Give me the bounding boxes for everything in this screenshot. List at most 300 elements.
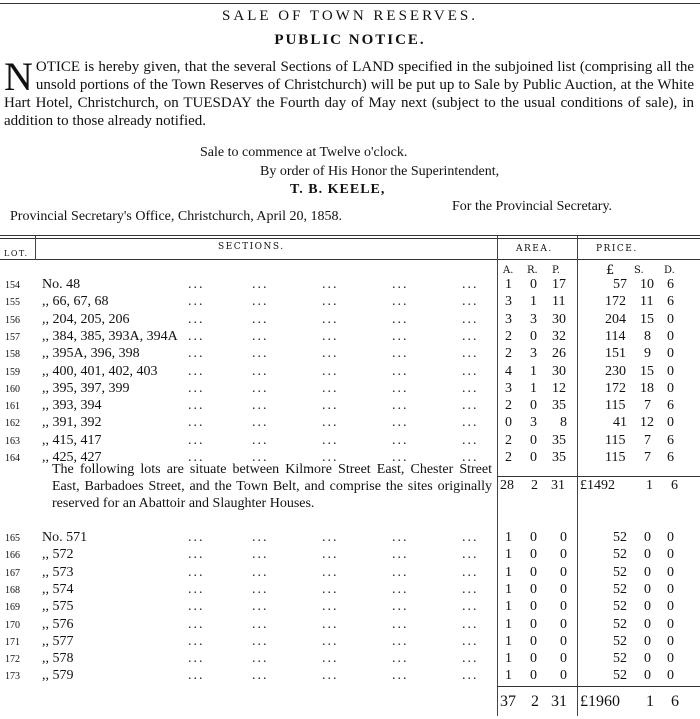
table-row bbox=[0, 634, 700, 652]
perches: 26 bbox=[552, 346, 566, 362]
pounds: 52 bbox=[613, 616, 627, 632]
leader-dots: ... bbox=[322, 380, 339, 396]
leader-dots: ... bbox=[252, 530, 269, 545]
leader-dots: ... bbox=[188, 328, 205, 344]
leader-dots: ... bbox=[462, 668, 479, 684]
drop-cap: N bbox=[4, 54, 33, 99]
lot-number: 167 bbox=[5, 567, 20, 579]
leader-dots: ... bbox=[322, 599, 339, 615]
leader-dots: ... bbox=[188, 398, 205, 414]
perches: 0 bbox=[560, 530, 567, 545]
leader-dots: ... bbox=[252, 380, 269, 396]
table-row bbox=[0, 530, 700, 548]
shillings: 0 bbox=[644, 599, 651, 615]
perches-unit: P. bbox=[552, 265, 560, 276]
table-row bbox=[0, 294, 700, 312]
acres: 2 bbox=[505, 398, 512, 414]
section-numbers: ,, 576 bbox=[42, 616, 74, 632]
section-numbers: ,, 395A, 396, 398 bbox=[42, 346, 140, 362]
acres: 1 bbox=[505, 564, 512, 580]
table-row bbox=[0, 415, 700, 433]
roods: 3 bbox=[530, 415, 537, 431]
leader-dots: ... bbox=[462, 398, 479, 414]
leader-dots: ... bbox=[252, 450, 269, 465]
leader-dots: ... bbox=[392, 668, 409, 684]
roods: 0 bbox=[530, 328, 537, 344]
notice-paragraph bbox=[4, 54, 694, 130]
lot-number: 155 bbox=[5, 297, 20, 309]
pounds: 52 bbox=[613, 668, 627, 684]
leader-dots: ... bbox=[322, 450, 339, 465]
leader-dots: ... bbox=[252, 294, 269, 310]
leader-dots: ... bbox=[322, 415, 339, 431]
header-bottom-rule bbox=[0, 259, 700, 260]
table-row bbox=[0, 651, 700, 669]
lot-number: 170 bbox=[5, 619, 20, 631]
roods: 0 bbox=[530, 564, 537, 580]
page-subtitle: PUBLIC NOTICE. bbox=[274, 32, 426, 48]
roods: 0 bbox=[530, 450, 537, 465]
pence: 0 bbox=[667, 616, 674, 632]
section-numbers: ,, 577 bbox=[42, 633, 74, 649]
leader-dots: ... bbox=[392, 616, 409, 632]
shillings: 15 bbox=[640, 363, 654, 379]
table-row bbox=[0, 668, 700, 686]
notice-body: OTICE is hereby given, that the several Sections of LAND specified in the subjoined list (comprising all the unsold portions of the Town Reserves of Christchurch) will be put up to Sale by Public Auction, at the White Hart Hotel, Christchurch, on TUESDAY the Fourth day of May next (subject to the usual conditions of sale), in addition to those already notified. bbox=[4, 59, 694, 129]
subtotal-note: The following lots are situate between Kilmore Street East, Chester Street East, Barbadoes Street, and the Town Belt, and comprise the sites originally reserved for an Abattoir and Slaughter Houses. bbox=[52, 462, 492, 511]
leader-dots: ... bbox=[462, 450, 479, 465]
leader-dots: ... bbox=[188, 294, 205, 310]
pounds: 151 bbox=[605, 346, 626, 362]
perches: 17 bbox=[552, 277, 566, 292]
leader-dots: ... bbox=[252, 432, 269, 448]
leader-dots: ... bbox=[392, 415, 409, 431]
lot-number: 164 bbox=[5, 453, 20, 464]
subtotal-roods: 2 bbox=[531, 478, 538, 493]
acres: 2 bbox=[505, 346, 512, 362]
leader-dots: ... bbox=[462, 380, 479, 396]
leader-dots: ... bbox=[462, 346, 479, 362]
pence: 0 bbox=[667, 346, 674, 362]
table-top-rule bbox=[0, 235, 700, 236]
shillings: 7 bbox=[644, 398, 651, 414]
leader-dots: ... bbox=[252, 363, 269, 379]
total-acres: 37 bbox=[500, 693, 516, 710]
order-line: By order of His Honor the Superintendent, bbox=[260, 164, 500, 179]
leader-dots: ... bbox=[188, 380, 205, 396]
lot-number: 154 bbox=[5, 280, 20, 291]
shillings-unit: S. bbox=[634, 265, 644, 276]
perches: 0 bbox=[560, 633, 567, 649]
shillings: 0 bbox=[644, 564, 651, 580]
table-top-rule-2 bbox=[0, 238, 700, 239]
leader-dots: ... bbox=[322, 564, 339, 580]
leader-dots: ... bbox=[188, 432, 205, 448]
leader-dots: ... bbox=[252, 547, 269, 563]
pounds: 172 bbox=[605, 294, 626, 310]
acres: 1 bbox=[505, 277, 512, 292]
roods: 0 bbox=[530, 432, 537, 448]
pounds: 52 bbox=[613, 530, 627, 545]
leader-dots: ... bbox=[392, 651, 409, 667]
section-numbers: ,, 204, 205, 206 bbox=[42, 311, 130, 327]
roods: 0 bbox=[530, 599, 537, 615]
roods-unit: R. bbox=[527, 265, 538, 276]
leader-dots: ... bbox=[252, 415, 269, 431]
leader-dots: ... bbox=[322, 346, 339, 362]
leader-dots: ... bbox=[462, 599, 479, 615]
table-row bbox=[0, 617, 700, 635]
leader-dots: ... bbox=[392, 633, 409, 649]
leader-dots: ... bbox=[392, 363, 409, 379]
leader-dots: ... bbox=[392, 277, 409, 292]
leader-dots: ... bbox=[462, 432, 479, 448]
leader-dots: ... bbox=[188, 450, 205, 465]
leader-dots: ... bbox=[252, 651, 269, 667]
roods: 0 bbox=[530, 547, 537, 563]
section-numbers: ,, 578 bbox=[42, 651, 74, 667]
section-numbers: ,, 572 bbox=[42, 547, 74, 563]
leader-dots: ... bbox=[322, 432, 339, 448]
leader-dots: ... bbox=[322, 633, 339, 649]
leader-dots: ... bbox=[252, 668, 269, 684]
leader-dots: ... bbox=[188, 668, 205, 684]
leader-dots: ... bbox=[322, 398, 339, 414]
leader-dots: ... bbox=[322, 547, 339, 563]
shillings: 0 bbox=[644, 633, 651, 649]
pence: 6 bbox=[667, 398, 674, 414]
perches: 0 bbox=[560, 616, 567, 632]
leader-dots: ... bbox=[462, 651, 479, 667]
table-row bbox=[0, 599, 700, 617]
leader-dots: ... bbox=[462, 328, 479, 344]
shillings: 9 bbox=[644, 346, 651, 362]
lot-header: LOT. bbox=[4, 249, 29, 258]
pounds: 204 bbox=[605, 311, 626, 327]
leader-dots: ... bbox=[252, 616, 269, 632]
leader-dots: ... bbox=[462, 294, 479, 310]
perches: 35 bbox=[552, 450, 566, 465]
leader-dots: ... bbox=[322, 530, 339, 545]
leader-dots: ... bbox=[462, 564, 479, 580]
pence: 0 bbox=[667, 328, 674, 344]
acres: 3 bbox=[505, 311, 512, 327]
section-numbers: ,, 395, 397, 399 bbox=[42, 380, 130, 396]
roods: 3 bbox=[530, 311, 537, 327]
pence: 0 bbox=[667, 564, 674, 580]
total-roods: 2 bbox=[531, 693, 539, 710]
price-header: PRICE. bbox=[596, 244, 638, 254]
acres: 1 bbox=[505, 530, 512, 545]
leader-dots: ... bbox=[392, 311, 409, 327]
subtotal-shillings: 1 bbox=[646, 478, 653, 493]
acres-unit: A. bbox=[503, 265, 514, 276]
table-row bbox=[0, 346, 700, 364]
section-numbers: No. 571 bbox=[42, 530, 88, 545]
pounds: 52 bbox=[613, 564, 627, 580]
section-numbers: ,, 574 bbox=[42, 581, 74, 597]
leader-dots: ... bbox=[322, 277, 339, 292]
leader-dots: ... bbox=[392, 398, 409, 414]
pence: 6 bbox=[667, 432, 674, 448]
leader-dots: ... bbox=[462, 530, 479, 545]
leader-dots: ... bbox=[462, 581, 479, 597]
subtotal-pence: 6 bbox=[671, 478, 678, 493]
acres: 4 bbox=[505, 363, 512, 379]
roods: 3 bbox=[530, 346, 537, 362]
leader-dots: ... bbox=[392, 581, 409, 597]
acres: 1 bbox=[505, 547, 512, 563]
pounds: 230 bbox=[605, 363, 626, 379]
table-row bbox=[0, 582, 700, 600]
shillings: 15 bbox=[640, 311, 654, 327]
table-row bbox=[0, 565, 700, 583]
lot-number: 165 bbox=[5, 533, 20, 544]
leader-dots: ... bbox=[188, 616, 205, 632]
section-numbers: ,, 573 bbox=[42, 564, 74, 580]
pence: 0 bbox=[667, 311, 674, 327]
pence: 0 bbox=[667, 581, 674, 597]
leader-dots: ... bbox=[392, 432, 409, 448]
total-shillings: 1 bbox=[646, 693, 654, 710]
pence: 0 bbox=[667, 547, 674, 563]
section-numbers: ,, 575 bbox=[42, 599, 74, 615]
table-row bbox=[0, 277, 700, 295]
leader-dots: ... bbox=[462, 277, 479, 292]
perches: 30 bbox=[552, 311, 566, 327]
subtotal-rule bbox=[497, 476, 700, 477]
lot-number: 158 bbox=[5, 349, 20, 361]
table-row bbox=[0, 433, 700, 451]
sections-header: SECTIONS. bbox=[218, 242, 285, 252]
lot-number: 171 bbox=[5, 636, 20, 648]
leader-dots: ... bbox=[462, 415, 479, 431]
acres: 2 bbox=[505, 328, 512, 344]
pence-unit: D. bbox=[664, 265, 675, 276]
perches: 30 bbox=[552, 363, 566, 379]
office-line: Provincial Secretary's Office, Christchurch, April 20, 1858. bbox=[10, 209, 342, 224]
roods: 0 bbox=[530, 616, 537, 632]
roods: 0 bbox=[530, 668, 537, 684]
leader-dots: ... bbox=[252, 398, 269, 414]
shillings: 0 bbox=[644, 547, 651, 563]
shillings: 0 bbox=[644, 616, 651, 632]
section-numbers: ,, 393, 394 bbox=[42, 398, 102, 414]
leader-dots: ... bbox=[188, 415, 205, 431]
leader-dots: ... bbox=[322, 363, 339, 379]
pounds: 57 bbox=[613, 277, 627, 292]
commence-line: Sale to commence at Twelve o'clock. bbox=[200, 145, 408, 160]
leader-dots: ... bbox=[462, 633, 479, 649]
total-pence: 6 bbox=[671, 693, 679, 710]
pence: 0 bbox=[667, 380, 674, 396]
page-title: SALE OF TOWN RESERVES. bbox=[222, 8, 478, 24]
acres: 2 bbox=[505, 432, 512, 448]
section-numbers: ,, 400, 401, 402, 403 bbox=[42, 363, 158, 379]
pence: 0 bbox=[667, 633, 674, 649]
lot-number: 163 bbox=[5, 435, 20, 447]
roods: 1 bbox=[530, 380, 537, 396]
acres: 2 bbox=[505, 450, 512, 465]
table-row bbox=[0, 398, 700, 416]
section-numbers: ,, 425, 427 bbox=[42, 450, 102, 465]
leader-dots: ... bbox=[188, 363, 205, 379]
leader-dots: ... bbox=[188, 346, 205, 362]
lot-number: 172 bbox=[5, 654, 20, 666]
leader-dots: ... bbox=[252, 581, 269, 597]
lot-number: 173 bbox=[5, 671, 20, 683]
leader-dots: ... bbox=[188, 564, 205, 580]
lot-number: 169 bbox=[5, 602, 20, 614]
pence: 6 bbox=[667, 277, 674, 292]
leader-dots: ... bbox=[392, 564, 409, 580]
leader-dots: ... bbox=[462, 616, 479, 632]
subtotal-perches: 31 bbox=[551, 478, 565, 493]
shillings: 7 bbox=[644, 450, 651, 465]
pounds: 41 bbox=[613, 415, 627, 431]
leader-dots: ... bbox=[322, 294, 339, 310]
signatory: T. B. KEELE, bbox=[290, 182, 386, 197]
table-row bbox=[0, 312, 700, 330]
perches: 0 bbox=[560, 581, 567, 597]
roods: 0 bbox=[530, 530, 537, 545]
shillings: 0 bbox=[644, 530, 651, 545]
shillings: 12 bbox=[640, 415, 654, 431]
pounds: 115 bbox=[605, 450, 626, 465]
roods: 0 bbox=[530, 651, 537, 667]
leader-dots: ... bbox=[188, 633, 205, 649]
section-numbers: ,, 66, 67, 68 bbox=[42, 294, 109, 310]
section-numbers: ,, 384, 385, 393A, 394A bbox=[42, 328, 178, 344]
acres: 1 bbox=[505, 616, 512, 632]
roods: 1 bbox=[530, 363, 537, 379]
leader-dots: ... bbox=[392, 380, 409, 396]
leader-dots: ... bbox=[322, 651, 339, 667]
table-row bbox=[0, 364, 700, 382]
perches: 35 bbox=[552, 432, 566, 448]
leader-dots: ... bbox=[252, 346, 269, 362]
perches: 35 bbox=[552, 398, 566, 414]
for-title: For the Provincial Secretary. bbox=[452, 199, 613, 214]
lot-number: 160 bbox=[5, 383, 20, 395]
shillings: 7 bbox=[644, 432, 651, 448]
shillings: 18 bbox=[640, 380, 654, 396]
roods: 0 bbox=[530, 398, 537, 414]
leader-dots: ... bbox=[322, 328, 339, 344]
roods: 0 bbox=[530, 581, 537, 597]
pence: 0 bbox=[667, 668, 674, 684]
leader-dots: ... bbox=[188, 277, 205, 292]
pounds: 115 bbox=[605, 432, 626, 448]
subtotal-price: £1492 bbox=[580, 478, 615, 493]
acres: 1 bbox=[505, 581, 512, 597]
perches: 0 bbox=[560, 668, 567, 684]
shillings: 0 bbox=[644, 668, 651, 684]
lot-number: 161 bbox=[5, 401, 20, 413]
leader-dots: ... bbox=[462, 363, 479, 379]
leader-dots: ... bbox=[392, 294, 409, 310]
pence: 0 bbox=[667, 599, 674, 615]
leader-dots: ... bbox=[322, 581, 339, 597]
acres: 1 bbox=[505, 668, 512, 684]
section-numbers: ,, 579 bbox=[42, 668, 74, 684]
leader-dots: ... bbox=[188, 311, 205, 327]
roods: 0 bbox=[530, 633, 537, 649]
leader-dots: ... bbox=[252, 564, 269, 580]
leader-dots: ... bbox=[252, 311, 269, 327]
lot-number: 157 bbox=[5, 331, 20, 343]
pounds: 172 bbox=[605, 380, 626, 396]
leader-dots: ... bbox=[188, 530, 205, 545]
acres: 0 bbox=[505, 415, 512, 431]
leader-dots: ... bbox=[188, 599, 205, 615]
leader-dots: ... bbox=[322, 616, 339, 632]
shillings: 0 bbox=[644, 651, 651, 667]
leader-dots: ... bbox=[188, 581, 205, 597]
perches: 0 bbox=[560, 564, 567, 580]
top-rule bbox=[0, 3, 700, 4]
shillings: 11 bbox=[640, 294, 654, 310]
shillings: 8 bbox=[644, 328, 651, 344]
acres: 3 bbox=[505, 380, 512, 396]
pence: 6 bbox=[667, 450, 674, 465]
leader-dots: ... bbox=[392, 450, 409, 465]
leader-dots: ... bbox=[392, 346, 409, 362]
area-header: AREA. bbox=[516, 244, 553, 254]
table-row bbox=[0, 547, 700, 565]
leader-dots: ... bbox=[392, 530, 409, 545]
acres: 1 bbox=[505, 633, 512, 649]
perches: 11 bbox=[552, 294, 566, 310]
pounds: 114 bbox=[605, 328, 626, 344]
pounds: 115 bbox=[605, 398, 626, 414]
section-numbers: ,, 391, 392 bbox=[42, 415, 102, 431]
leader-dots: ... bbox=[252, 633, 269, 649]
pence: 0 bbox=[667, 415, 674, 431]
section-numbers: ,, 415, 417 bbox=[42, 432, 102, 448]
roods: 1 bbox=[530, 294, 537, 310]
pounds: 52 bbox=[613, 633, 627, 649]
leader-dots: ... bbox=[252, 277, 269, 292]
pence: 0 bbox=[667, 651, 674, 667]
lot-number: 168 bbox=[5, 584, 20, 596]
leader-dots: ... bbox=[322, 311, 339, 327]
leader-dots: ... bbox=[392, 599, 409, 615]
perches: 0 bbox=[560, 599, 567, 615]
pounds: 52 bbox=[613, 651, 627, 667]
leader-dots: ... bbox=[252, 599, 269, 615]
pounds-unit: £ bbox=[606, 263, 615, 278]
section-numbers: No. 48 bbox=[42, 277, 81, 292]
acres: 1 bbox=[505, 651, 512, 667]
leader-dots: ... bbox=[188, 547, 205, 563]
leader-dots: ... bbox=[392, 547, 409, 563]
subtotal-acres: 28 bbox=[500, 478, 514, 493]
acres: 1 bbox=[505, 599, 512, 615]
perches: 32 bbox=[552, 328, 566, 344]
total-perches: 31 bbox=[551, 693, 567, 710]
table-row bbox=[0, 381, 700, 399]
table-row bbox=[0, 329, 700, 347]
shillings: 10 bbox=[640, 277, 654, 292]
leader-dots: ... bbox=[462, 311, 479, 327]
lot-number: 159 bbox=[5, 366, 20, 378]
perches: 0 bbox=[560, 651, 567, 667]
pounds: 52 bbox=[613, 599, 627, 615]
leader-dots: ... bbox=[252, 328, 269, 344]
lot-number: 166 bbox=[5, 550, 20, 562]
perches: 0 bbox=[560, 547, 567, 563]
